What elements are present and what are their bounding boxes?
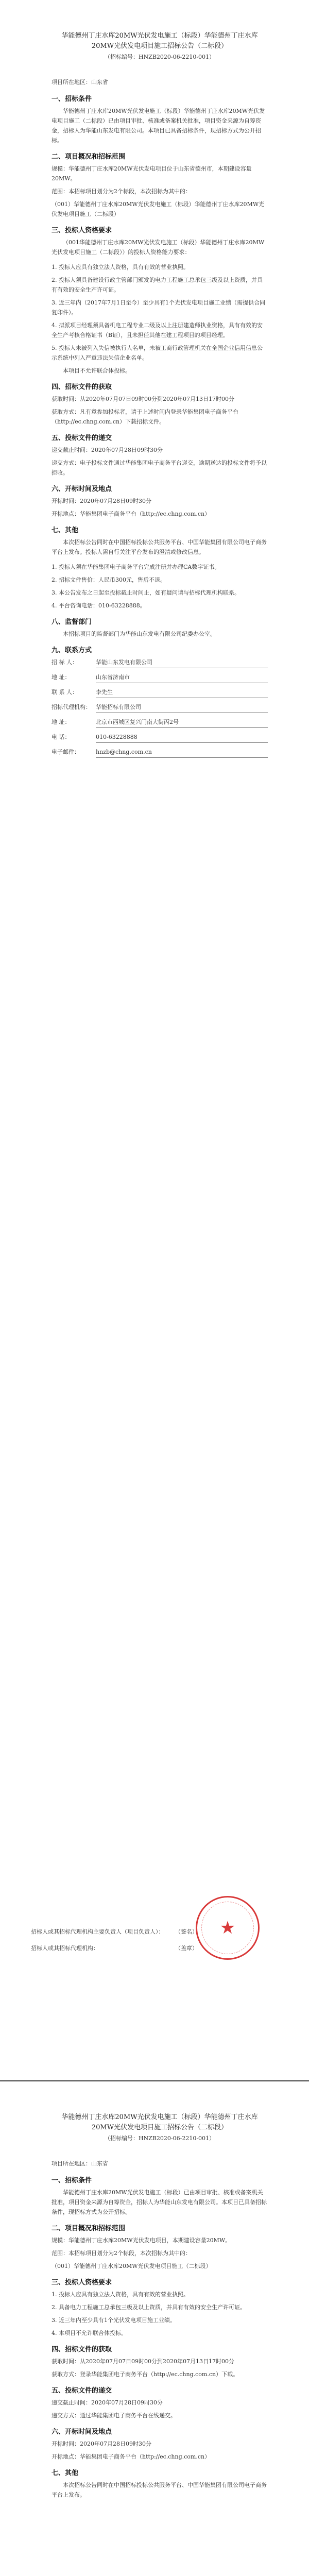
page2-body bbox=[52, 2159, 268, 2505]
section-heading: 二、项目概况和招标范围 bbox=[52, 2225, 126, 2232]
section-item: （001）华能德州丁庄水库20MW光伏发电项目施工（二标段） bbox=[52, 2263, 212, 2269]
section-item: 规模：华能德州丁庄水库20MW光伏发电项目，本期建设容量20MW。 bbox=[52, 2237, 231, 2244]
contact-list bbox=[52, 657, 268, 758]
region-line: 项目所在地区：山东省 bbox=[52, 79, 108, 86]
notice-number: （招标编号：HNZB2020-06-2210-001） bbox=[104, 54, 215, 60]
section-heading: 六、开标时间及地点 bbox=[52, 485, 112, 493]
section-heading: 一、招标条件 bbox=[52, 2177, 92, 2184]
contact-key: 招 标 人： bbox=[52, 659, 78, 666]
section-item: 4. 拟派项目经理须具备机电工程专业二级及以上注册建造师执业资格，具有有效的安全生产考核合格证书（B证），且未担任其他在建工程项目的项目经理。 bbox=[52, 322, 263, 338]
section-heading: 二、项目概况和招标范围 bbox=[52, 153, 126, 161]
section-item: 获取方式：登录华能集团电子商务平台（http://ec.chng.com.cn）下载。 bbox=[52, 2371, 239, 2378]
section-paragraph: 华能德州丁庄水库20MW光伏发电施工（标段）华能德州丁庄水库20MW光伏发电项目施工（二标段）已由项目审批、核准或备案机关批准，项目资金来源为自筹资金，招标人为华能山东发电有限公司。本项目已具备招标条件，现招标方式为公开招标。 bbox=[52, 108, 265, 144]
section-item: 3. 近三年内（2017年7月1日至今）至少具有1个光伏发电项目施工业绩（需提供合同复印件）。 bbox=[52, 299, 265, 316]
contact-value: 010-63228888 bbox=[96, 732, 268, 743]
contact-row bbox=[52, 717, 268, 728]
notice-number: （招标编号：HNZB2020-06-2210-001） bbox=[104, 2135, 215, 2142]
section-paragraph: 本招标项目的监督部门为华能山东发电有限公司纪委办公室。 bbox=[63, 631, 216, 637]
section-note: 本项目不允许联合体投标。 bbox=[63, 367, 131, 374]
contact-row bbox=[52, 672, 268, 683]
section-heading: 四、招标文件的获取 bbox=[52, 2346, 112, 2353]
section-item: 范围：本招标项目划分为2个标段，本次招标为其中的： bbox=[52, 2250, 191, 2257]
contact-key: 地 址： bbox=[52, 719, 71, 725]
section-item: 4. 本项目不允许联合体投标。 bbox=[52, 2330, 127, 2336]
contact-row bbox=[52, 687, 268, 698]
section-item: 获取方式：凡有意参加投标者，请于上述时间内登录华能集团电子商务平台（http://ec.chng.com.cn）下载招标文件。 bbox=[52, 409, 238, 425]
section-item: 5. 投标人未被列入失信被执行人名单，未被工商行政管理机关在全国企业信用信息公示系统中列入严重违法失信企业名单。 bbox=[52, 345, 263, 361]
region-line: 项目所在地区：山东省 bbox=[52, 2160, 108, 2167]
contact-key: 招标代理机构： bbox=[52, 704, 91, 710]
page1-body bbox=[52, 77, 268, 762]
section-heading: 六、开标时间及地点 bbox=[52, 2428, 112, 2436]
section-item: 1. 投标人应具有独立法人资格，具有有效的营业执照。 bbox=[52, 2291, 189, 2298]
signature-label: 招标人或其招标代理机构： bbox=[31, 1945, 99, 1952]
section-item: 开标时间：2020年07月28日09时30分 bbox=[52, 2441, 151, 2447]
section-heading: 三、投标人资格要求 bbox=[52, 227, 112, 234]
section-item: 开标地点：华能集团电子商务平台（http://ec.chng.com.cn） bbox=[52, 2453, 211, 2460]
section-heading: 三、投标人资格要求 bbox=[52, 2279, 112, 2286]
contact-key: 电子邮件： bbox=[52, 749, 80, 755]
section-item: 递交截止时间：2020年07月28日09时30分 bbox=[52, 2399, 163, 2406]
signature-hint: （盖章） bbox=[175, 1945, 198, 1952]
section-heading: 四、招标文件的获取 bbox=[52, 383, 112, 391]
contact-value: 华能山东发电有限公司 bbox=[96, 657, 268, 668]
section-heading: 五、投标文件的递交 bbox=[52, 434, 112, 442]
section-item: 规模：华能德州丁庄水库20MW光伏发电项目位于山东省德州市，本期建设容量20MW。 bbox=[52, 165, 252, 182]
section-paragraph: 本次招标公告同时在中国招标投标公共服务平台、中国华能集团有限公司电子商务平台上发布。 bbox=[52, 2482, 267, 2498]
notice-title: 华能德州丁庄水库20MW光伏发电施工（标段）华能德州丁庄水库20MW光伏发电项目施工招标公告（二标段） bbox=[61, 32, 258, 50]
contact-value: 李先生 bbox=[96, 687, 268, 698]
section-heading: 五、投标文件的递交 bbox=[52, 2387, 112, 2395]
section-item: 3. 近三年内至少具有1个光伏发电项目施工业绩。 bbox=[52, 2317, 176, 2324]
page1-header bbox=[52, 31, 268, 62]
notice-title: 华能德州丁庄水库20MW光伏发电施工（标段）华能德州丁庄水库20MW光伏发电项目施工招标公告（二标段） bbox=[61, 2113, 258, 2131]
contact-row bbox=[52, 747, 268, 758]
section-heading: 七、其他 bbox=[52, 527, 79, 534]
contact-key: 地 址： bbox=[52, 674, 71, 681]
section-item: 开标时间：2020年07月28日09时30分 bbox=[52, 498, 151, 504]
section-item: 获取时间：从2020年07月07日09时00分到2020年07月13日17时00分 bbox=[52, 396, 234, 402]
signature-hint: （签名） bbox=[175, 1928, 198, 1935]
section-paragraph: 本次招标公告同时在中国招标投标公共服务平台、中国华能集团有限公司电子商务平台上发布。投标人需自行关注平台发布的澄清或修改信息。 bbox=[52, 539, 267, 555]
section-paragraph: （001华能德州丁庄水库20MW光伏发电施工（标段）华能德州丁庄水库20MW光伏发电项目施工（二标段））的投标人资格能力要求： bbox=[52, 239, 265, 256]
contact-value: 北京市西城区复兴门南大街丙2号 bbox=[96, 717, 268, 728]
contact-value: 华能招标有限公司 bbox=[96, 702, 268, 713]
contact-row bbox=[52, 702, 268, 713]
official-seal bbox=[196, 1896, 260, 1960]
section-item: 获取时间：从2020年07月07日09时00分到2020年07月13日17时00分 bbox=[52, 2358, 234, 2365]
section-item: 递交截止时间：2020年07月28日09时30分 bbox=[52, 447, 163, 453]
seal-star-icon: ★ bbox=[219, 1918, 236, 1938]
section-item: 递交方式：电子投标文件通过华能集团电子商务平台递交，逾期送达的投标文件将予以拒收。 bbox=[52, 460, 267, 476]
contact-key: 电 话： bbox=[52, 734, 71, 740]
section-item: （001）华能德州丁庄水库20MW光伏发电施工（标段）华能德州丁庄水库20MW光伏发电项目施工（二标段） bbox=[52, 201, 265, 217]
section-paragraph: 华能德州丁庄水库20MW光伏发电施工（标段）已由项目审批、核准或备案机关批准，项目资金来源为自筹资金，招标人为华能山东发电有限公司。本项目已具备招标条件，现招标方式为公开招标。 bbox=[52, 2189, 267, 2215]
contact-value: hnzb@chng.com.cn bbox=[96, 747, 268, 758]
section-item: 2. 招标文件售价：人民币300元，售后不退。 bbox=[52, 577, 166, 583]
document-page-2 bbox=[0, 2081, 309, 2576]
section-item: 3. 本公告发布之日起至投标截止时间止，如有疑问请与招标代理机构联系。 bbox=[52, 589, 240, 596]
contact-row bbox=[52, 657, 268, 668]
section-heading: 九、联系方式 bbox=[52, 647, 92, 654]
contact-value: 山东省济南市 bbox=[96, 672, 268, 683]
page2-header bbox=[52, 2112, 268, 2143]
section-item: 1. 投标人应具有独立法人资格，具有有效的营业执照。 bbox=[52, 264, 189, 270]
section-item: 2. 投标人须具备建设行政主管部门颁发的电力工程施工总承包三级及以上资质，并具有有效的安全生产许可证。 bbox=[52, 277, 263, 293]
contact-key: 联 系 人： bbox=[52, 689, 78, 696]
section-heading: 八、监督部门 bbox=[52, 618, 92, 626]
section-heading: 一、招标条件 bbox=[52, 95, 92, 103]
section-item: 4. 平台咨询电话：010-63228888。 bbox=[52, 602, 146, 609]
signature-label: 招标人或其招标代理机构主要负责人（项目负责人）： bbox=[31, 1928, 164, 1935]
section-item: 1. 投标人须在华能集团电子商务平台完成注册并办理CA数字证书。 bbox=[52, 564, 220, 570]
section-item: 递交方式：通过华能集团电子商务平台在线递交。 bbox=[52, 2412, 176, 2419]
section-heading: 七、其他 bbox=[52, 2469, 79, 2477]
section-item: 范围：本招标项目划分为2个标段，本次招标为其中的： bbox=[52, 188, 191, 195]
contact-row bbox=[52, 732, 268, 743]
section-item: 2. 具备电力工程施工总承包三级及以上资质，并具有有效的安全生产许可证。 bbox=[52, 2304, 246, 2311]
section-item: 开标地点：华能集团电子商务平台（http://ec.chng.com.cn） bbox=[52, 511, 211, 517]
